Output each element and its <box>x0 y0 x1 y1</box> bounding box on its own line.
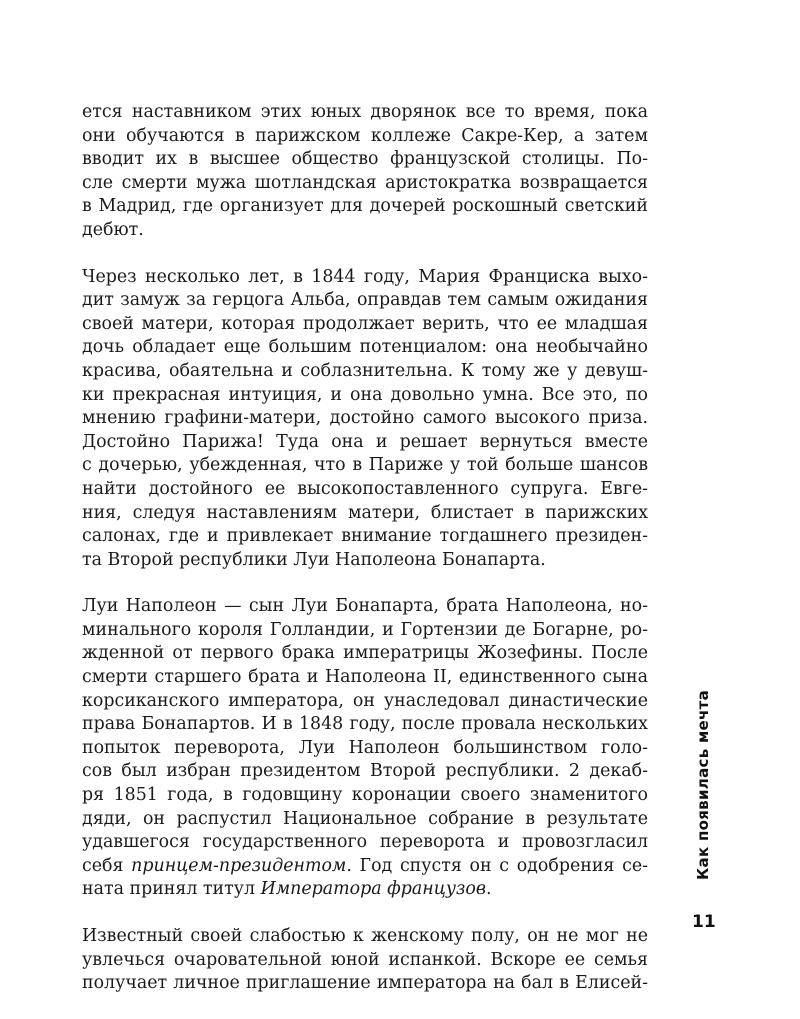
text-line: дяди, он распустил Национальное собрание в результате <box>82 808 648 829</box>
paragraph-3 <box>82 595 648 902</box>
text-line: ря 1851 года, в годовщину коронации своего знаменитого <box>82 785 648 806</box>
text-line: дит замуж за герцога Альба, оправдав тем самым ожидания <box>82 290 648 311</box>
text-line <box>82 878 648 902</box>
text-line: жденной от первого брака императрицы Жозефины. После <box>82 643 648 664</box>
text-line: удавшегося государственного переворота и провозгласил <box>82 832 648 853</box>
text-line: своей матери, которая продолжает верить, что ее младшая <box>82 313 648 334</box>
text-line: смерти старшего брата и Наполеона II, единственного сына <box>82 667 648 688</box>
text-run: . Год спустя он с одобрения се- <box>346 855 648 876</box>
paragraph-1 <box>82 101 648 243</box>
italic-text: принцем-президентом <box>131 855 347 876</box>
text-run: ната принял титул <box>82 879 261 900</box>
text-line <box>82 855 648 879</box>
text-line: с дочерью, убежденная, что в Париже у той больше шансов <box>82 455 648 476</box>
text-line: салонах, где и привлекает внимание тогдашнего президен- <box>82 526 648 547</box>
text-line: сле смерти мужа шотландская аристократка возвращается <box>82 172 648 193</box>
text-line: Через несколько лет, в 1844 году, Мария Франциска выхо- <box>82 266 648 287</box>
paragraph-2 <box>82 266 648 573</box>
text-line: увлечься очаровательной юной испанкой. Вскоре ее семья <box>82 949 648 970</box>
text-line: ния, следуя наставлениям матери, блистает в парижских <box>82 502 648 523</box>
text-line: дебют. <box>82 219 144 240</box>
text-line: красива, обаятельна и соблазнительна. К тому же у девуш- <box>82 360 648 381</box>
page-number: 11 <box>692 912 716 932</box>
text-line: дочь обладает еще большим потенциалом: она необычайно <box>82 337 648 358</box>
text-line: ется наставником этих юных дворянок все то время, пока <box>82 102 648 122</box>
text-line: корсиканского императора, он унаследовал династические <box>82 690 648 711</box>
text-line: Луи Наполеон — сын Луи Бонапарта, брата Наполеона, но- <box>82 596 648 617</box>
text-run: себя <box>82 855 132 876</box>
text-line: получает личное приглашение императора на бал в Елисей- <box>82 973 648 994</box>
text-line: найти достойного ее высокопоставленного супруга. Евге- <box>82 478 648 499</box>
text-line: они обучаются в парижском коллеже Сакре-Кер, а затем <box>82 125 648 146</box>
text-line: попыток переворота, Луи Наполеон большинством голо- <box>82 737 648 758</box>
text-line: права Бонапартов. И в 1848 году, после провала нескольких <box>82 714 648 735</box>
text-line: минального короля Голландии, и Гортензии де Богарне, ро- <box>82 619 648 640</box>
body-text <box>82 101 648 1019</box>
text-run: . <box>486 879 492 900</box>
text-line: Достойно Парижа! Туда она и решает вернуться вместе <box>82 431 648 452</box>
text-line: та Второй республики Луи Наполеона Бонапарта. <box>82 549 546 570</box>
italic-text: Императора французов <box>260 879 487 900</box>
text-line: ки прекрасная интуиция, и она довольно умна. Все это, по <box>82 384 648 405</box>
text-line: вводит их в высшее общество французской столицы. По- <box>82 149 648 170</box>
paragraph-4 <box>82 925 648 996</box>
running-head: Как появилась мечта <box>694 689 712 880</box>
text-line: Известный своей слабостью к женскому полу, он не мог не <box>82 926 648 946</box>
text-line: в Мадрид, где организует для дочерей роскошный светский <box>82 196 648 217</box>
text-line: мнению графини-матери, достойно самого высокого приза. <box>82 408 648 429</box>
text-line: сов был избран президентом Второй республики. 2 декаб- <box>82 761 648 782</box>
